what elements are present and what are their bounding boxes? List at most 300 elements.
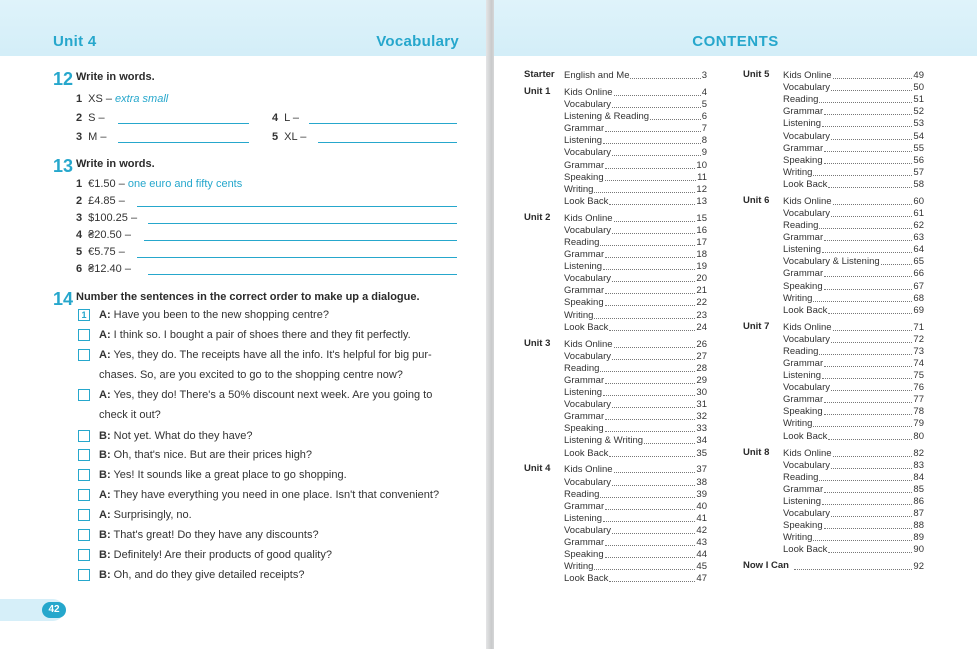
- toc-page-number: 34: [696, 435, 707, 447]
- answer-line[interactable]: [148, 223, 457, 224]
- toc-leader-dots: [594, 569, 695, 570]
- toc-leader-dots: [824, 151, 912, 152]
- toc-entry[interactable]: [564, 422, 707, 434]
- toc-entry[interactable]: [564, 110, 707, 122]
- dialogue-line: [99, 549, 332, 561]
- toc-page-number: 19: [696, 261, 707, 273]
- toc-entry-label: Listening & Reading: [564, 111, 650, 123]
- toc-page-number: 40: [696, 500, 707, 512]
- toc-page-number: 3: [701, 70, 707, 81]
- toc-entry-label: Writing: [783, 166, 813, 178]
- toc-entry[interactable]: [783, 231, 924, 243]
- toc-entry-label: Vocabulary: [564, 147, 612, 159]
- toc-leader-dots: [600, 497, 695, 498]
- order-box[interactable]: [78, 569, 90, 581]
- toc-entry-label: Listening: [564, 512, 603, 524]
- order-box-filled[interactable]: 1: [78, 309, 90, 321]
- toc-entry-label: Kids Online: [783, 321, 832, 333]
- toc-entry[interactable]: [564, 122, 707, 134]
- ex12-item-3: [76, 131, 106, 143]
- toc-leader-dots: [612, 281, 695, 282]
- answer-line[interactable]: [118, 123, 249, 124]
- toc-leader-dots: [824, 528, 913, 529]
- toc-entry[interactable]: [564, 212, 707, 224]
- order-box[interactable]: [78, 389, 90, 401]
- toc-entry[interactable]: [564, 69, 707, 81]
- toc-entry[interactable]: [783, 93, 924, 105]
- toc-entry-label: Kids Online: [564, 86, 613, 98]
- toc-entry-label: Vocabulary: [564, 476, 612, 488]
- line-text: chases. So, are you excited to go to the shopping centre now?: [99, 369, 403, 381]
- toc-entry[interactable]: [783, 495, 924, 507]
- toc-entry[interactable]: [783, 345, 924, 357]
- toc-page-number: 54: [913, 130, 924, 142]
- toc-entry[interactable]: [564, 362, 707, 374]
- toc-entry[interactable]: [564, 284, 707, 296]
- toc-entry[interactable]: [783, 267, 924, 279]
- toc-entry[interactable]: [783, 255, 924, 267]
- toc-leader-dots: [824, 163, 913, 164]
- toc-page-number: 53: [913, 118, 924, 130]
- toc-entry[interactable]: [564, 350, 707, 362]
- toc-leader-dots: [833, 456, 913, 457]
- toc-page-number: 75: [913, 370, 924, 382]
- item-prompt: ₴12.40 –: [88, 263, 131, 275]
- toc-page-number: 5: [701, 99, 707, 111]
- toc-leader-dots: [605, 557, 696, 558]
- toc-entry[interactable]: [783, 304, 924, 316]
- toc-entry[interactable]: [564, 272, 707, 284]
- toc-entry-label: Look Back: [783, 304, 828, 316]
- toc-entry-label: Kids Online: [783, 447, 832, 459]
- toc-leader-dots: [603, 521, 695, 522]
- toc-entry-label: Kids Online: [564, 338, 613, 350]
- toc-page-number: 90: [913, 544, 924, 556]
- toc-page-number: 29: [696, 374, 707, 386]
- toc-entry-label: Grammar: [783, 268, 824, 280]
- toc-leader-dots: [603, 269, 695, 270]
- toc-entry-label: Look Back: [783, 178, 828, 190]
- ex13-item-1: [76, 178, 242, 190]
- toc-entry-label: Listening: [564, 135, 603, 147]
- order-box[interactable]: [78, 509, 90, 521]
- toc-entry-label: Listening & Writing: [564, 435, 644, 447]
- toc-entry[interactable]: [564, 463, 707, 475]
- speaker: A:: [99, 509, 111, 521]
- dialogue-line: [99, 569, 304, 581]
- toc-leader-dots: [822, 378, 912, 379]
- toc-leader-dots: [831, 516, 912, 517]
- toc-leader-dots: [612, 407, 695, 408]
- toc-entry-label: Reading: [564, 236, 600, 248]
- toc-entry[interactable]: [783, 543, 924, 555]
- toc-entry[interactable]: [783, 393, 924, 405]
- toc-entry[interactable]: [564, 338, 707, 350]
- toc-unit-label: Unit 6: [743, 194, 770, 206]
- answer-line[interactable]: [118, 142, 249, 143]
- toc-leader-dots: [612, 533, 695, 534]
- toc-leader-dots: [831, 139, 912, 140]
- item-number: 4: [76, 229, 83, 241]
- toc-page-number: 83: [913, 459, 924, 471]
- toc-leader-dots: [614, 347, 696, 348]
- speaker: A:: [99, 309, 111, 321]
- order-box[interactable]: [78, 329, 90, 341]
- toc-entry-label: Grammar: [564, 374, 605, 386]
- toc-entry-label: Grammar: [783, 232, 824, 244]
- toc-entry-label: Grammar: [783, 142, 824, 154]
- toc-leader-dots: [605, 383, 695, 384]
- toc-entry-label: Listening: [564, 387, 603, 399]
- toc-leader-dots: [828, 552, 912, 553]
- order-box[interactable]: [78, 430, 90, 442]
- toc-page-number: 41: [696, 512, 707, 524]
- toc-entry-label: English and Me: [564, 70, 630, 81]
- toc-entry[interactable]: [564, 98, 707, 110]
- toc-page-number: 31: [696, 399, 707, 411]
- speaker: A:: [99, 489, 111, 501]
- toc-entry-label: Vocabulary: [783, 382, 831, 394]
- speaker: B:: [99, 430, 111, 442]
- toc-entry[interactable]: [783, 507, 924, 519]
- line-text: They have everything you need in one place. Isn't that convenient?: [113, 489, 440, 501]
- toc-entry-label: Look Back: [564, 321, 609, 333]
- toc-entry-label: Grammar: [783, 483, 824, 495]
- toc-entry[interactable]: [564, 309, 707, 321]
- toc-entry[interactable]: [783, 417, 924, 429]
- right-page: [494, 0, 977, 649]
- toc-entry[interactable]: [564, 548, 707, 560]
- toc-entry[interactable]: [564, 560, 707, 572]
- toc-leader-dots: [609, 330, 695, 331]
- toc-entry[interactable]: [783, 105, 924, 117]
- toc-leader-dots: [600, 371, 695, 372]
- toc-entry[interactable]: [783, 471, 924, 483]
- toc-page-number: 71: [913, 321, 924, 333]
- toc-leader-dots: [609, 581, 695, 582]
- ex13-item-6: [76, 263, 131, 275]
- toc-entry[interactable]: [564, 386, 707, 398]
- toc-entry[interactable]: [783, 333, 924, 345]
- line-text: Yes, they do! There's a 50% discount next week. Are you going to: [113, 389, 433, 401]
- item-number: 2: [76, 195, 83, 207]
- toc-page-number: 77: [913, 394, 924, 406]
- dialogue-line: [99, 489, 439, 501]
- toc-entry-label: Writing: [564, 183, 594, 195]
- toc-entry[interactable]: [783, 369, 924, 381]
- toc-entry[interactable]: [564, 134, 707, 146]
- toc-entry-label: Reading: [783, 94, 819, 106]
- toc-page-number: 80: [913, 430, 924, 442]
- toc-entry-label: Grammar: [564, 249, 605, 261]
- toc-entry[interactable]: [783, 81, 924, 93]
- toc-entry[interactable]: [783, 459, 924, 471]
- toc-entry-label: Kids Online: [783, 195, 832, 207]
- toc-page-number: 16: [696, 224, 707, 236]
- toc-leader-dots: [822, 252, 912, 253]
- toc-entry[interactable]: [783, 178, 924, 190]
- toc-entry-label: Vocabulary: [564, 224, 612, 236]
- toc-leader-dots: [813, 301, 912, 302]
- toc-page-number: 9: [701, 147, 707, 159]
- toc-entry[interactable]: [783, 447, 924, 459]
- toc-page-number: 18: [696, 249, 707, 261]
- toc-entry[interactable]: [564, 260, 707, 272]
- toc-entry[interactable]: [783, 166, 924, 178]
- toc-page-number: 33: [696, 423, 707, 435]
- toc-entry[interactable]: [564, 512, 707, 524]
- toc-page-number: 42: [696, 524, 707, 536]
- toc-entry[interactable]: [564, 248, 707, 260]
- toc-entry-label: Speaking: [564, 549, 604, 561]
- toc-leader-dots: [828, 187, 912, 188]
- toc-entry-label: Reading: [783, 220, 819, 232]
- item-prompt: M –: [88, 131, 107, 143]
- toc-entry[interactable]: [783, 243, 924, 255]
- toc-entry-label: Reading: [783, 345, 819, 357]
- toc-leader-dots: [600, 245, 695, 246]
- toc-unit-label: Starter: [524, 69, 555, 80]
- toc-leader-dots: [881, 264, 913, 265]
- toc-entry-label: Kids Online: [564, 212, 613, 224]
- order-box[interactable]: [78, 449, 90, 461]
- answer-line[interactable]: [137, 257, 457, 258]
- speaker: A:: [99, 349, 111, 361]
- toc-leader-dots: [813, 426, 912, 427]
- speaker: B:: [99, 449, 111, 461]
- toc-entry-label: Vocabulary: [783, 459, 831, 471]
- toc-unit-label: Unit 4: [524, 463, 551, 475]
- answer-line[interactable]: [309, 123, 457, 124]
- order-box[interactable]: [78, 469, 90, 481]
- toc-entry[interactable]: [564, 434, 707, 446]
- toc-entry-label: Vocabulary: [564, 524, 612, 536]
- toc-entry[interactable]: [564, 488, 707, 500]
- toc-entry[interactable]: [564, 171, 707, 183]
- item-number: 6: [76, 263, 83, 275]
- toc-page-number: 58: [913, 178, 924, 190]
- toc-entry-label: Reading: [783, 471, 819, 483]
- toc-entry[interactable]: [783, 142, 924, 154]
- toc-leader-dots: [794, 569, 912, 570]
- toc-entry-label: Listening: [783, 370, 822, 382]
- line-text: Not yet. What do they have?: [113, 430, 253, 442]
- toc-entry-label: Vocabulary: [564, 99, 612, 111]
- toc-page-number: 45: [696, 561, 707, 573]
- toc-leader-dots: [828, 313, 912, 314]
- dialogue-line: [99, 449, 312, 461]
- toc-page-number: 27: [696, 350, 707, 362]
- toc-leader-dots: [813, 540, 912, 541]
- toc-page-number: 78: [913, 406, 924, 418]
- dialogue-line-continuation: [99, 409, 161, 421]
- contents-title: CONTENTS: [692, 33, 779, 50]
- toc-entry[interactable]: [564, 536, 707, 548]
- toc-page-number: 11: [697, 171, 707, 183]
- toc-page-number: 49: [913, 70, 924, 81]
- toc-page-number: 73: [913, 345, 924, 357]
- toc-entry[interactable]: [564, 159, 707, 171]
- toc-entry-label: Speaking: [564, 171, 604, 183]
- toc-entry[interactable]: [783, 280, 924, 292]
- toc-page-number: 44: [696, 549, 707, 561]
- toc-entry-label: Look Back: [564, 195, 609, 207]
- toc-entry[interactable]: [783, 219, 924, 231]
- toc-entry[interactable]: [783, 292, 924, 304]
- toc-page-number: 32: [696, 411, 707, 423]
- order-box[interactable]: [78, 489, 90, 501]
- toc-page-number: 26: [696, 338, 707, 350]
- toc-entry[interactable]: [564, 146, 707, 158]
- toc-entry-label: Grammar: [564, 411, 605, 423]
- item-number: 5: [272, 131, 279, 143]
- toc-entry-label: Listening: [783, 495, 822, 507]
- answer-line[interactable]: [137, 206, 457, 207]
- toc-entry[interactable]: [783, 69, 924, 81]
- toc-entry[interactable]: [793, 560, 924, 572]
- toc-entry-label: Vocabulary: [783, 207, 831, 219]
- toc-page-number: 87: [913, 508, 924, 520]
- toc-leader-dots: [824, 114, 912, 115]
- dialogue-line: [99, 329, 411, 341]
- exercise-14-number: 14: [53, 289, 74, 309]
- toc-page-number: 82: [913, 447, 924, 459]
- toc-entry-label: Look Back: [564, 447, 609, 459]
- page-number: 42: [42, 602, 66, 618]
- speaker: A:: [99, 329, 111, 341]
- toc-entry[interactable]: [564, 398, 707, 410]
- toc-page-number: 39: [696, 488, 707, 500]
- toc-entry[interactable]: [564, 321, 707, 333]
- line-text: check it out?: [99, 409, 161, 421]
- toc-leader-dots: [822, 126, 912, 127]
- toc-leader-dots: [831, 342, 912, 343]
- toc-entry[interactable]: [564, 236, 707, 248]
- toc-entry[interactable]: [564, 476, 707, 488]
- answer-line[interactable]: [318, 142, 457, 143]
- toc-entry[interactable]: [783, 519, 924, 531]
- toc-page-number: 52: [913, 106, 924, 118]
- toc-entry[interactable]: [564, 183, 707, 195]
- toc-entry-label: Vocabulary: [783, 333, 831, 345]
- order-box[interactable]: [78, 549, 90, 561]
- toc-page-number: 72: [913, 333, 924, 345]
- item-prompt: XL –: [284, 131, 307, 143]
- unit-title: Unit 4: [53, 33, 97, 50]
- exercise-13-instruction: Write in words.: [76, 158, 155, 170]
- line-text: Oh, that's nice. But are their prices high?: [113, 449, 313, 461]
- toc-leader-dots: [833, 330, 913, 331]
- toc-entry[interactable]: [564, 410, 707, 422]
- toc-leader-dots: [603, 143, 701, 144]
- item-prompt: L –: [284, 112, 300, 124]
- toc-leader-dots: [630, 78, 700, 79]
- example-answer: one euro and fifty cents: [127, 178, 243, 190]
- toc-entry[interactable]: [564, 195, 707, 207]
- toc-entry[interactable]: [564, 500, 707, 512]
- toc-entry[interactable]: [783, 321, 924, 333]
- toc-leader-dots: [824, 276, 912, 277]
- toc-page-number: 79: [913, 418, 924, 430]
- toc-entry[interactable]: [564, 447, 707, 459]
- toc-leader-dots: [612, 155, 701, 156]
- toc-entry-label: Listening: [564, 261, 603, 273]
- answer-line[interactable]: [144, 240, 457, 241]
- answer-line[interactable]: [148, 274, 457, 275]
- toc-leader-dots: [605, 509, 695, 510]
- toc-leader-dots: [831, 468, 912, 469]
- toc-entry[interactable]: [783, 357, 924, 369]
- ex13-item-5: [76, 246, 125, 258]
- toc-leader-dots: [605, 305, 696, 306]
- toc-page-number: 57: [913, 166, 924, 178]
- toc-entry[interactable]: [783, 195, 924, 207]
- toc-entry[interactable]: [783, 117, 924, 129]
- toc-leader-dots: [614, 472, 696, 473]
- item-number: 1: [76, 178, 83, 190]
- toc-entry-label: Reading: [564, 362, 600, 374]
- toc-page-number: 17: [696, 236, 707, 248]
- toc-entry[interactable]: [783, 130, 924, 142]
- toc-page-number: 20: [696, 273, 707, 285]
- toc-entry[interactable]: [783, 154, 924, 166]
- item-prompt: ₴20.50 –: [88, 229, 131, 241]
- toc-page-number: 84: [913, 471, 924, 483]
- line-text: Yes, they do. The receipts have all the info. It's helpful for big pur-: [113, 349, 432, 361]
- toc-page-number: 64: [913, 244, 924, 256]
- item-number: 3: [76, 131, 83, 143]
- toc-leader-dots: [605, 180, 697, 181]
- toc-page-number: 8: [701, 135, 707, 147]
- toc-page-number: 12: [696, 183, 707, 195]
- toc-leader-dots: [813, 175, 912, 176]
- toc-entry[interactable]: [564, 86, 707, 98]
- item-number: 2: [76, 112, 83, 124]
- toc-entry-label: Grammar: [564, 123, 605, 135]
- item-prompt: £4.85 –: [88, 195, 125, 207]
- toc-entry[interactable]: [564, 572, 707, 584]
- toc-page-number: 60: [913, 195, 924, 207]
- line-text: Have you been to the new shopping centre?: [113, 309, 329, 321]
- toc-page-number: 65: [913, 256, 924, 268]
- toc-entry[interactable]: [783, 381, 924, 393]
- toc-leader-dots: [824, 492, 912, 493]
- toc-entry-label: Listening: [783, 244, 822, 256]
- toc-entry-label: Vocabulary & Listening: [783, 256, 880, 268]
- toc-entry-label: Kids Online: [783, 70, 832, 81]
- toc-entry[interactable]: [783, 483, 924, 495]
- toc-entry[interactable]: [564, 296, 707, 308]
- speaker: B:: [99, 469, 111, 481]
- toc-entry-label: Writing: [783, 532, 813, 544]
- order-box[interactable]: [78, 349, 90, 361]
- toc-leader-dots: [605, 431, 696, 432]
- exercise-12-instruction: Write in words.: [76, 71, 155, 83]
- toc-entry[interactable]: [564, 374, 707, 386]
- toc-page-number: 23: [696, 309, 707, 321]
- speaker: A:: [99, 389, 111, 401]
- toc-entry[interactable]: [564, 524, 707, 536]
- toc-entry[interactable]: [783, 531, 924, 543]
- toc-page-number: 21: [696, 285, 707, 297]
- toc-entry[interactable]: [783, 405, 924, 417]
- toc-leader-dots: [644, 443, 695, 444]
- toc-entry[interactable]: [783, 430, 924, 442]
- toc-entry[interactable]: [564, 224, 707, 236]
- toc-entry[interactable]: [783, 207, 924, 219]
- toc-unit-label: Unit 1: [524, 85, 551, 97]
- order-box[interactable]: [78, 529, 90, 541]
